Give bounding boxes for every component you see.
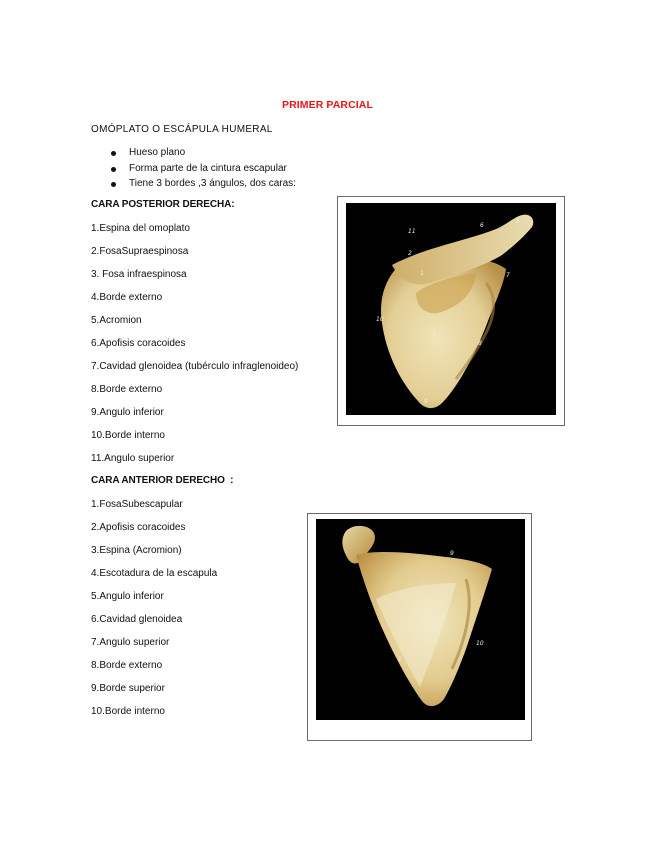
list-item: 3. Fosa infraespinosa xyxy=(91,269,187,280)
anterior-list xyxy=(91,498,217,728)
posterior-scapula-photo xyxy=(346,203,556,415)
list-item: 8.Borde externo xyxy=(91,384,163,395)
list-item: 4.Borde externo xyxy=(91,292,163,303)
image-label: 7 xyxy=(506,272,510,279)
list-item: 6.Apofisis coracoides xyxy=(91,338,186,349)
image-label: 9 xyxy=(424,398,428,405)
posterior-scapula-image xyxy=(346,203,556,415)
image-label: 3 xyxy=(432,330,436,337)
anterior-heading: CARA ANTERIOR DERECHO : xyxy=(91,475,234,486)
image-label: 5 xyxy=(516,218,520,225)
list-item: 9.Borde superior xyxy=(91,683,165,694)
bullet-item: Hueso plano xyxy=(91,145,296,161)
anterior-scapula-photo xyxy=(316,519,525,720)
list-item: 11.Angulo superior xyxy=(91,453,175,464)
list-item: 1.Espina del omoplato xyxy=(91,223,190,234)
bullet-icon xyxy=(111,182,116,187)
list-item: 6.Cavidad glenoidea xyxy=(91,614,183,625)
list-item: 9.Angulo inferior xyxy=(91,407,164,418)
posterior-heading: CARA POSTERIOR DERECHA: xyxy=(91,199,235,210)
image-label: 1 xyxy=(398,656,402,663)
list-item: 4.Escotadura de la escapula xyxy=(91,568,218,579)
bullet-item: Forma parte de la cintura escapular xyxy=(91,161,296,177)
image-label: 10 xyxy=(376,316,384,323)
image-label: 10 xyxy=(476,640,484,647)
list-item: 7.Angulo superior xyxy=(91,637,170,648)
bullet-list xyxy=(91,145,296,192)
list-item: 5.Acromion xyxy=(91,315,142,326)
list-item: 8.Borde externo xyxy=(91,660,163,671)
image-label: 6 xyxy=(480,222,484,229)
image-label: 1 xyxy=(420,270,424,277)
image-label: 11 xyxy=(408,228,416,235)
list-item: 3.Espina (Acromion) xyxy=(91,545,182,556)
bullet-icon xyxy=(111,151,116,156)
posterior-list xyxy=(91,222,298,475)
posterior-scapula-figure xyxy=(337,196,565,426)
image-label: 2 xyxy=(408,250,412,257)
bullet-item: Tiene 3 bordes ,3 ángulos, dos caras: xyxy=(91,176,296,192)
list-item: 7.Cavidad glenoidea (tubérculo infraglenoideo) xyxy=(91,361,299,372)
page-subtitle: OMÓPLATO O ESCÁPULA HUMERAL xyxy=(91,124,273,135)
anterior-scapula-figure xyxy=(307,513,532,741)
list-item: 10.Borde interno xyxy=(91,706,165,717)
image-label: 8 xyxy=(478,340,482,347)
image-label: 9 xyxy=(450,550,454,557)
list-item: 1.FosaSubescapular xyxy=(91,499,183,510)
list-item: 2.FosaSupraespinosa xyxy=(91,246,189,257)
list-item: 2.Apofisis coracoides xyxy=(91,522,186,533)
anterior-scapula-image xyxy=(316,519,525,720)
list-item: 10.Borde interno xyxy=(91,430,165,441)
list-item: 5.Angulo inferior xyxy=(91,591,164,602)
page-title: PRIMER PARCIAL xyxy=(281,99,374,111)
bullet-icon xyxy=(111,167,116,172)
